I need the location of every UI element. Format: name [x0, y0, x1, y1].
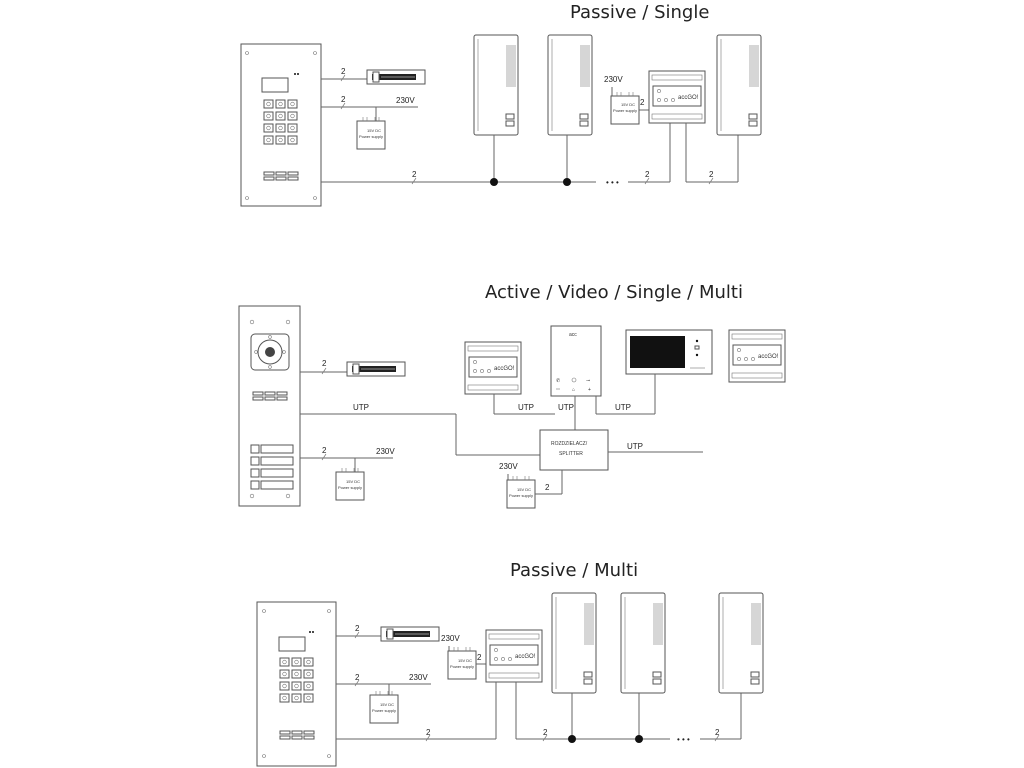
active-handset: [551, 326, 601, 396]
svg-text:⊸: ⊸: [586, 378, 591, 384]
svg-text:acc: acc: [569, 332, 577, 338]
svg-text:+: +: [588, 387, 591, 393]
svg-text:accGO!: accGO!: [515, 654, 536, 660]
door-panel-video: [239, 306, 300, 506]
voltage-label: 230V: [441, 634, 460, 643]
junction-dot: [563, 178, 571, 186]
power-supply: [357, 117, 385, 149]
wire-count-label: 2: [355, 624, 360, 633]
power-supply: [448, 647, 476, 679]
voltage-label: 230V: [604, 75, 623, 84]
junction-dot: [635, 735, 643, 743]
ellipsis: • • •: [677, 735, 690, 744]
svg-text:15V DC: 15V DC: [621, 102, 636, 107]
svg-text:15V DC: 15V DC: [517, 487, 532, 492]
video-monitor: [626, 330, 712, 374]
wire-count-label: 2: [709, 170, 714, 179]
accgo-module: [649, 71, 705, 123]
voltage-label: 230V: [376, 447, 395, 456]
power-supply: [370, 691, 398, 723]
wire-count-label: 2: [412, 170, 417, 179]
wire-count-label: 2: [322, 359, 327, 368]
wire-count-label: 2: [545, 483, 550, 492]
svg-text:accGO!: accGO!: [758, 354, 779, 360]
ellipsis: • • •: [606, 178, 619, 187]
utp-label: UTP: [518, 403, 534, 412]
svg-text:15V DC: 15V DC: [346, 479, 361, 484]
svg-text:15V DC: 15V DC: [367, 128, 382, 133]
junction-dot: [568, 735, 576, 743]
splitter: [540, 430, 608, 470]
svg-text:15V DC: 15V DC: [458, 658, 473, 663]
door-panel-keypad: [241, 44, 321, 206]
section-title-active-video: Active / Video / Single / Multi: [485, 282, 743, 303]
svg-text:Power supply: Power supply: [613, 108, 638, 113]
section-passive-multi: [257, 560, 763, 766]
handset: [717, 35, 761, 135]
wire-count-label: 2: [477, 653, 482, 662]
voltage-label: 230V: [396, 96, 415, 105]
wire-count-label: 2: [341, 95, 346, 104]
svg-text:accGO!: accGO!: [678, 95, 699, 101]
wire-count-label: 2: [322, 446, 327, 455]
power-supply: [507, 476, 535, 508]
section-title-passive-multi: Passive / Multi: [510, 560, 639, 581]
wire-count-label: 2: [645, 170, 650, 179]
svg-text:ROZDZIELACZ/: ROZDZIELACZ/: [551, 441, 588, 447]
svg-text:Power supply: Power supply: [450, 664, 475, 669]
wire-count-label: 2: [715, 728, 720, 737]
electric-lock: [381, 627, 439, 641]
section-title-passive-single: Passive / Single: [570, 2, 710, 23]
electric-lock: [347, 362, 405, 376]
wire-count-label: 2: [543, 728, 548, 737]
power-supply: [336, 468, 364, 500]
section-passive-single: [241, 2, 761, 206]
svg-text:Power supply: Power supply: [359, 134, 384, 139]
door-panel-keypad: [257, 602, 336, 766]
utp-label: UTP: [615, 403, 631, 412]
svg-text:✆: ✆: [556, 378, 561, 384]
handset: [548, 35, 592, 135]
electric-lock: [367, 70, 425, 84]
svg-text:accGO!: accGO!: [494, 366, 515, 372]
power-supply: [611, 92, 639, 124]
svg-text:⌂: ⌂: [572, 387, 576, 393]
handset: [474, 35, 518, 135]
accgo-module: [465, 342, 521, 394]
svg-text:SPLITTER: SPLITTER: [559, 451, 583, 457]
svg-text:Power supply: Power supply: [509, 493, 534, 498]
handset: [552, 593, 596, 693]
voltage-label: 230V: [409, 673, 428, 682]
handset: [719, 593, 763, 693]
accgo-module: [729, 330, 785, 382]
svg-text:Power supply: Power supply: [372, 708, 397, 713]
accgo-module: [486, 630, 542, 682]
voltage-label: 230V: [499, 462, 518, 471]
svg-text:Power supply: Power supply: [338, 485, 363, 490]
junction-dot: [490, 178, 498, 186]
utp-label: UTP: [627, 442, 643, 451]
utp-label: UTP: [353, 403, 369, 412]
wire-count-label: 2: [640, 98, 645, 107]
wire-count-label: 2: [426, 728, 431, 737]
wire-count-label: 2: [341, 67, 346, 76]
wire-count-label: 2: [355, 673, 360, 682]
utp-label: UTP: [558, 403, 574, 412]
section-active-video: [239, 282, 785, 508]
svg-text:15V DC: 15V DC: [380, 702, 395, 707]
handset: [621, 593, 665, 693]
